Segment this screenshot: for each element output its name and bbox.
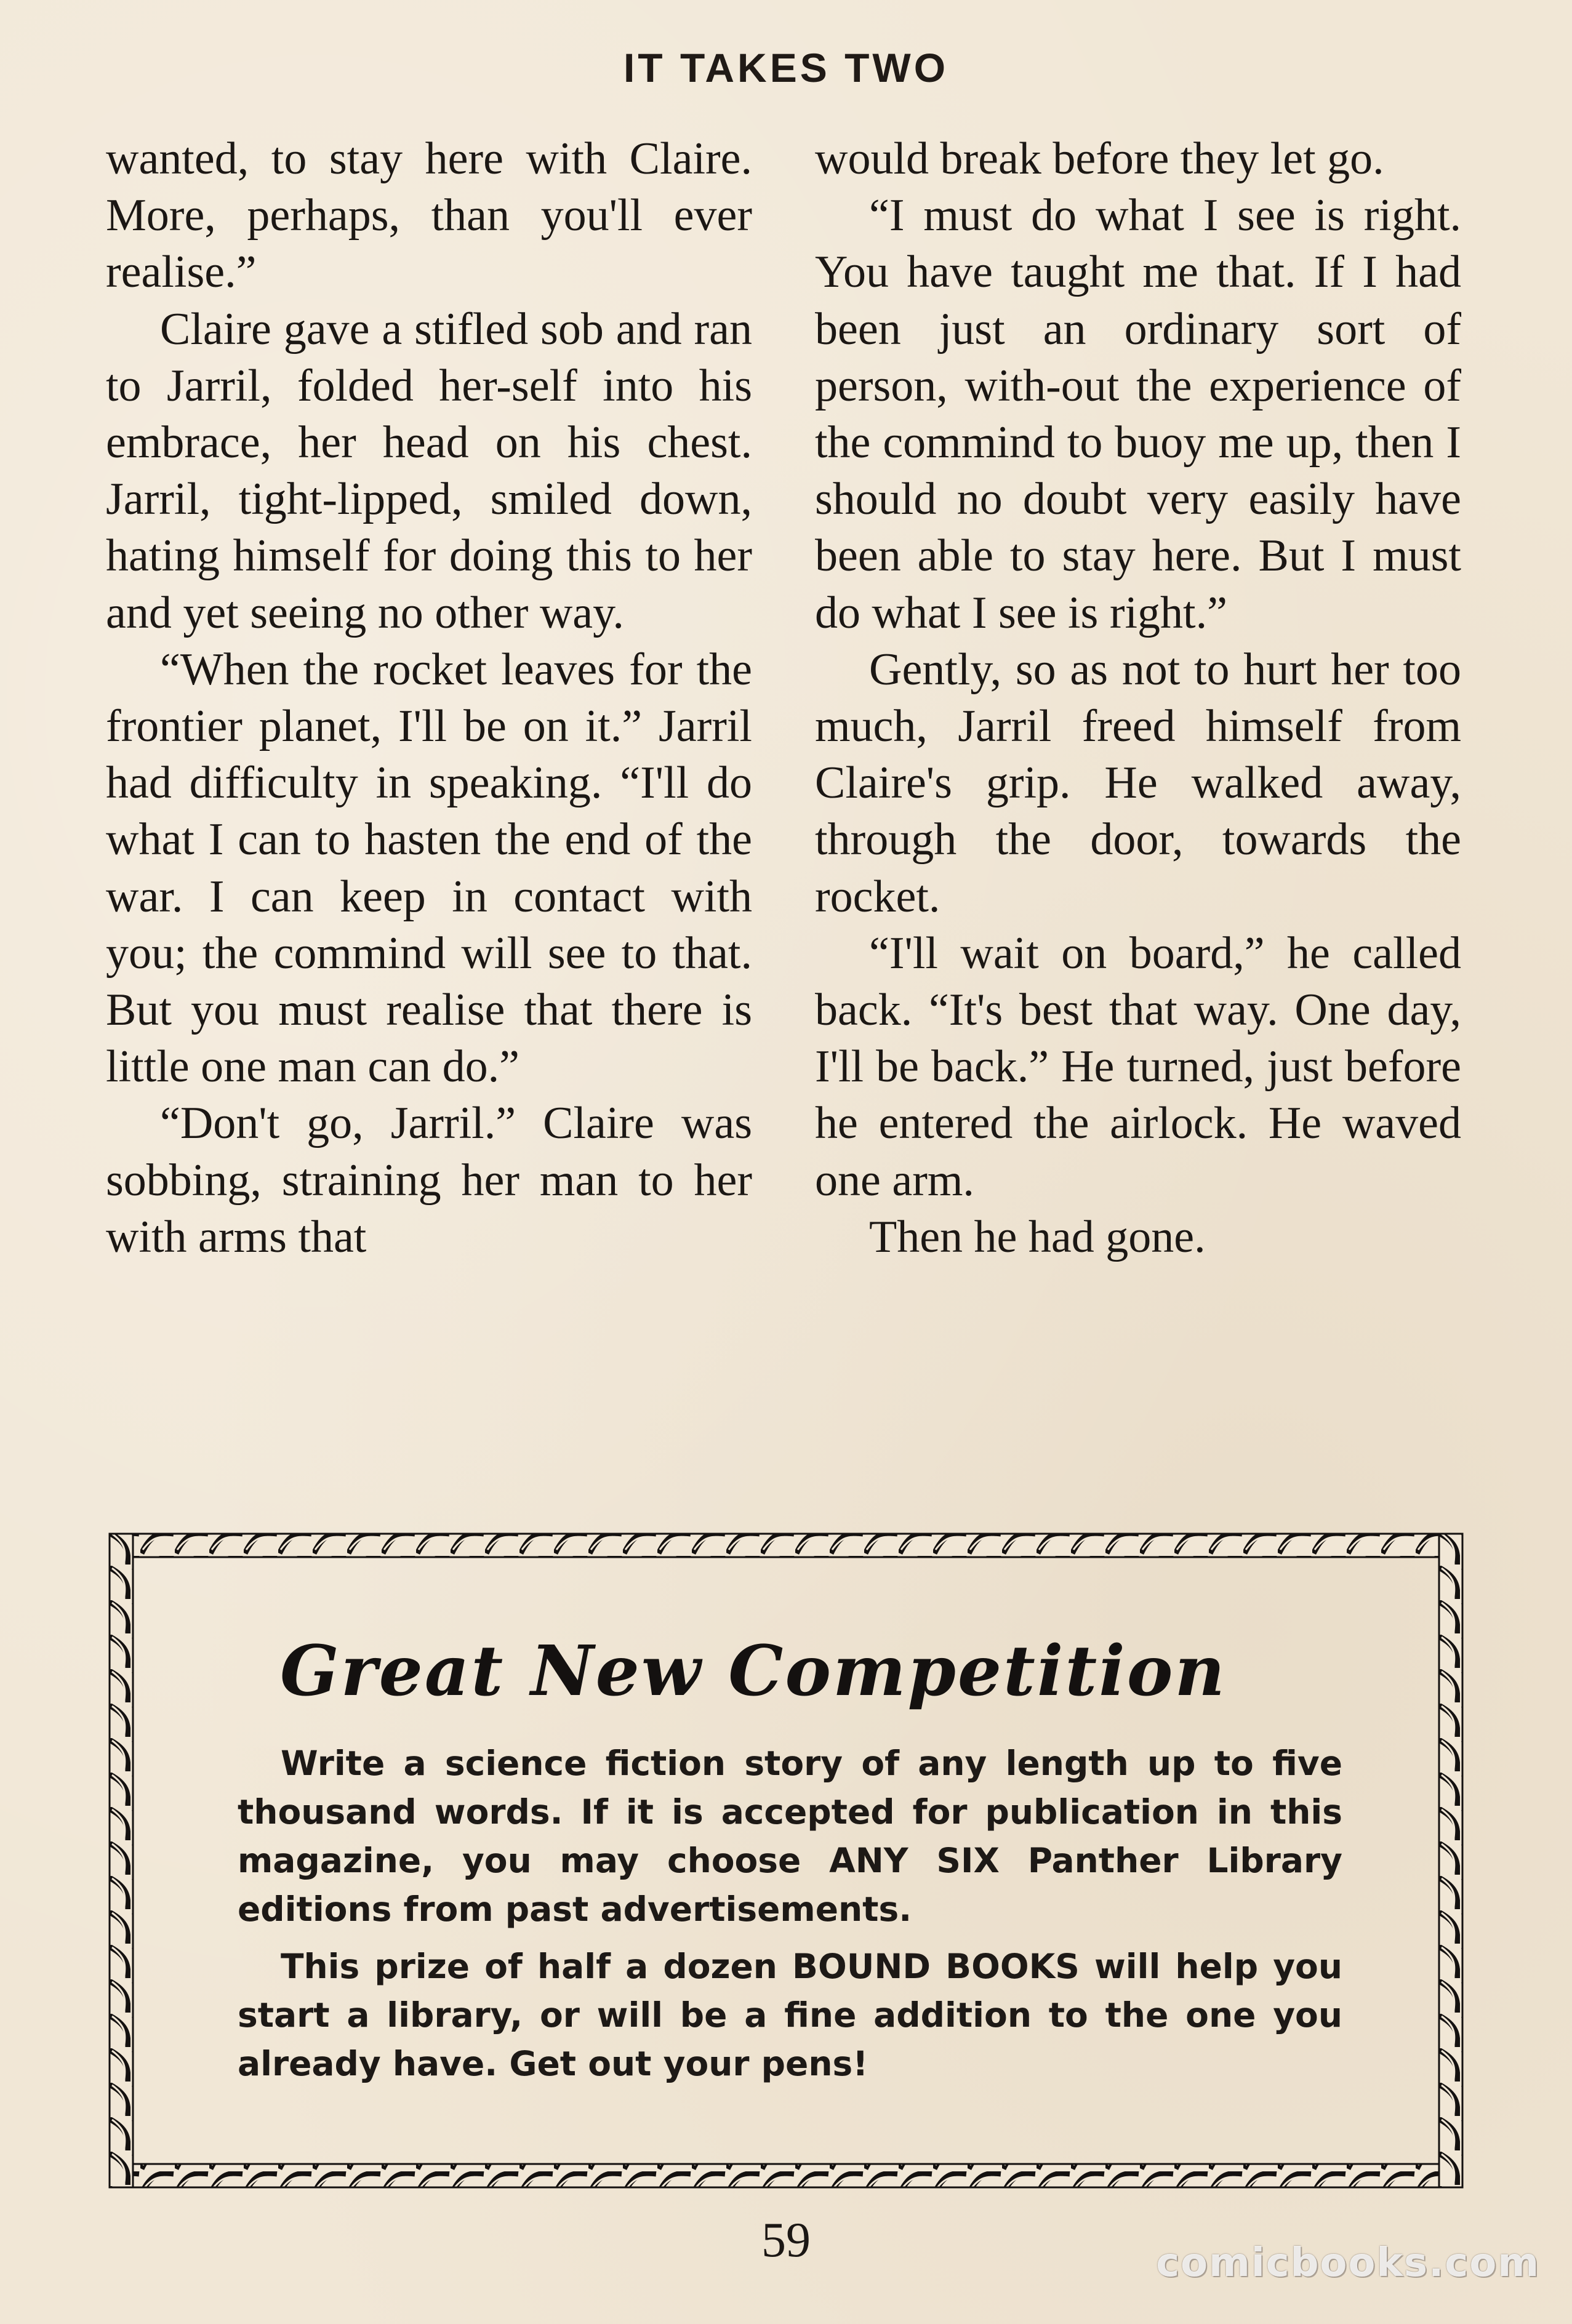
- paragraph: Claire gave a stifled sob and ran to Jarril, folded her-self into his embrace, her head on his chest. Jarril, tight-lipped, smiled down, hating himself for doing this to her and yet seeing no other way.: [106, 303, 752, 638]
- competition-paragraph: This prize of half a dozen BOUND BOOKS will help you start a library, or will be a fine addition to the one you already have. Get out your pens!: [238, 1947, 1342, 2083]
- paragraph: would break before they let go.: [815, 134, 1384, 184]
- right-column: [815, 130, 1461, 1265]
- paragraph: “When the rocket leaves for the frontier planet, I'll be on it.” Jarril had difficulty in speaking. “I'll do what I can to hasten the end of the war. I can keep in contact with you; the commind will see to that. But you must realise that there is little one man can do.”: [106, 644, 752, 1092]
- running-head: IT TAKES TWO: [623, 45, 949, 90]
- paragraph: “Don't go, Jarril.” Claire was sobbing, straining her man to her with arms that: [106, 1098, 752, 1262]
- page-number: 59: [761, 2213, 811, 2267]
- paragraph: “I'll wait on board,” he called back. “It's best that way. One day, I'll be back.” He turned, just before he entered the airlock. He waved one arm.: [815, 928, 1461, 1206]
- watermark: comicbooks.com: [1156, 2240, 1540, 2286]
- left-column: [106, 130, 752, 1265]
- competition-body: [238, 1739, 1342, 2088]
- paragraph: “I must do what I see is right. You have taught me that. If I had been just an ordinary sort of person, with-out the experience of the commind to buoy me up, then I should no doubt very easily have been able to stay here. But I must do what I see is right.”: [815, 190, 1461, 638]
- paragraph: wanted, to stay here with Claire. More, perhaps, than you'll ever realise.”: [106, 134, 752, 298]
- paragraph: Gently, so as not to hurt her too much, Jarril freed himself from Claire's grip. He walked away, through the door, towards the rocket.: [815, 644, 1461, 922]
- competition-title: Great New Competition: [280, 1631, 1227, 1712]
- competition-paragraph: Write a science fiction story of any length up to five thousand words. If it is accepted for publication in this magazine, you may choose ANY SIX Panther Library editions from past advertisements.: [238, 1744, 1342, 1929]
- paragraph: Then he had gone.: [869, 1211, 1206, 1262]
